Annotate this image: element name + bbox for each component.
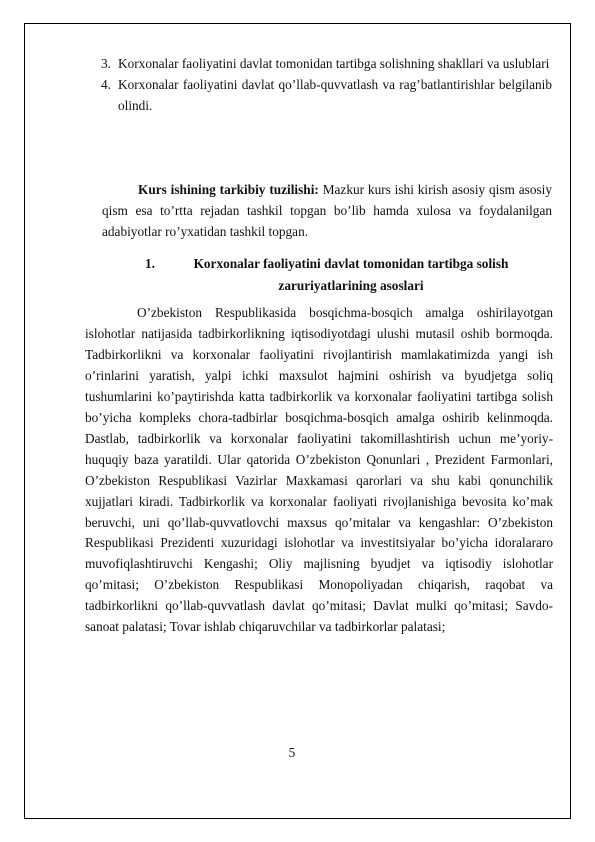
list-item-text: Korxonalar faoliyatini davlat tomonidan tartibga solishning shakllari va uslublari	[118, 56, 550, 71]
list-item	[101, 54, 552, 75]
structure-lead: Kurs ishining tarkibiy tuzilishi:	[138, 182, 319, 197]
section-heading	[102, 253, 552, 297]
body-paragraph: O’zbekiston Respublikasida bosqichma-bosqich amalga oshirilayotgan islohotlar natijasida tadbirkorlikning iqtisodiyotdagi ulushi mutasil oshib bormoqda. Tadbirkorlikni va korxonalar faoliyatini rivojlantirish mamlakatimizda yangi ish o’rinlarini yaratish, yalpi ichki maxsulot hajmini oshirish va byudjetga soliq tushumlarini ko’paytirishda katta tadbirkorlik va korxonalar faoliyatini tartibga solish bo’yicha kompleks chora-tadbirlar bosqichma-bosqich amalga oshirib kelinmoqda. Dastlab, tadbirkorlik va korxonalar faoliyatini takomillashtirish uchun me’yoriy-huquqiy baza yaratildi. Ular qatorida O’zbekiston Qonunlari , Prezident Farmonlari, O’zbekiston Respublikasi Vazirlar Maxkamasi qarorlari va shu kabi qonunchilik xujjatlari kiradi. Tadbirkorlik va korxonalar faoliyati rivojlanishiga bevosita ko’mak beruvchi, uni qo’llab-quvvatlovchi maxsus qo’mitalar va kengashlar: O’zbekiston Respublikasi Prezidenti xuzuridagi islohotlar va investitsiyalar bo’yicha idoralararo muvofiqlashtiruvchi Kengashi; Oliy majlisning byudjet va iqtisodiy islohotlar qo’mitasi; O’zbekiston Respublikasi Monopoliyadan chiqarish, raqobat va tadbirkorlikni qo’llab-quvvatlash davlat qo’mitasi; Davlat mulki qo’mitasi; Savdo-sanoat palatasi; Tovar ishlab chiqaruvchilar va tadbirkorlar palatasi;	[85, 305, 553, 635]
list-item-text: Korxonalar faoliyatini davlat qo’llab-quvvatlash va rag’batlantirishlar belgilanib olindi.	[118, 76, 552, 113]
section-number: 1.	[145, 256, 155, 271]
list-item-number: 4.	[101, 76, 111, 92]
structure-text: Mazkur kurs ishi kirish asosiy qism asosiy qism esa to’rtta rejadan tashkil topgan bo’lib hamda xulosa va foydalanilgan adabiyotlar ro’yxatidan tashkil topgan.	[102, 182, 552, 239]
list-item-number: 3.	[101, 56, 111, 71]
structure-paragraph	[102, 180, 552, 242]
page-number: 5	[288, 745, 296, 760]
numbered-list	[101, 54, 552, 116]
list-item	[101, 75, 552, 117]
section-title: Korxonalar faoliyatini davlat tomonidan tartibga solish zaruriyatlarining asoslari	[193, 256, 509, 293]
